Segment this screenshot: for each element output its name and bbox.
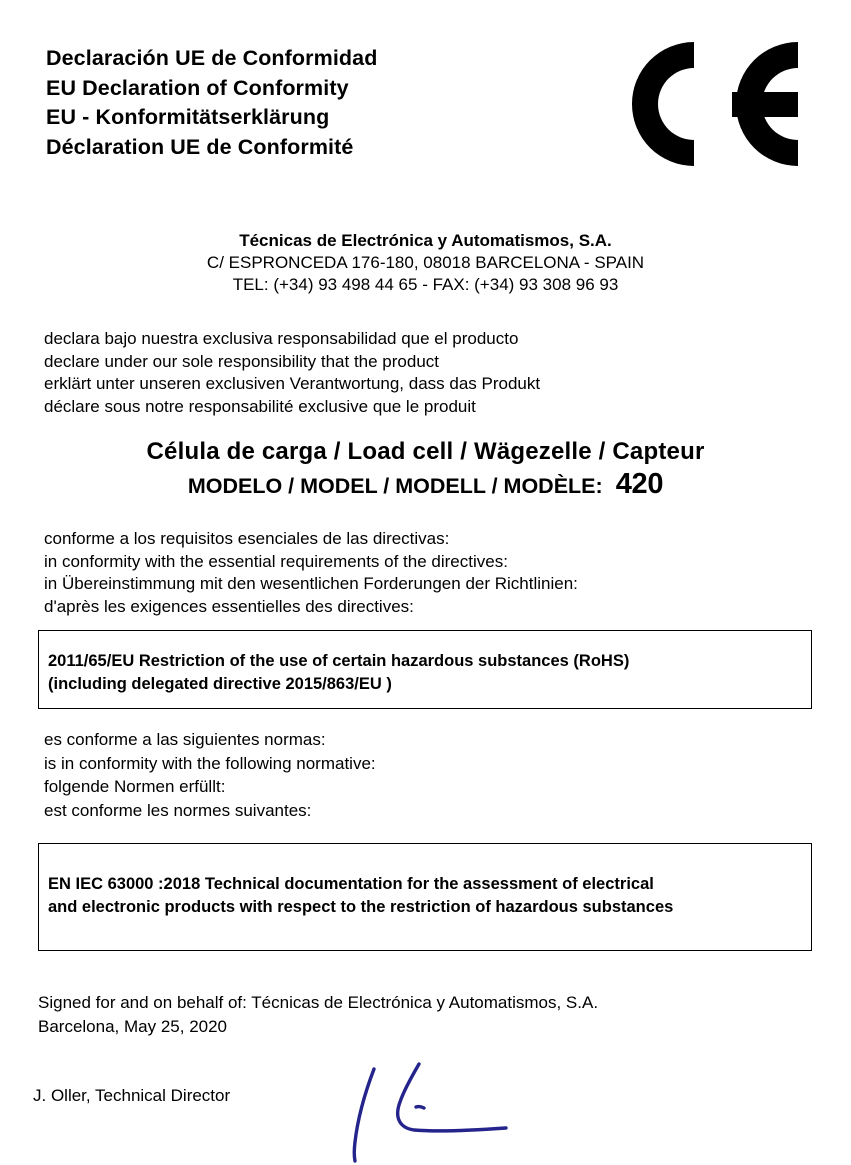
declaration-line-fr: déclare sous notre responsabilité exclusive que le produit — [44, 396, 476, 416]
company-address: C/ ESPRONCEDA 176-180, 08018 BARCELONA - SPAIN — [206, 253, 645, 272]
place-and-date: Barcelona, May 25, 2020 — [38, 1016, 228, 1036]
product-identification — [0, 437, 851, 501]
standard-line-2: and electronic products with respect to the restriction of hazardous substances — [48, 897, 674, 916]
directive-line-2: (including delegated directive 2015/863/EU ) — [48, 674, 392, 693]
handwritten-signature — [330, 1060, 520, 1165]
normative-intro-line-en: is in conformity with the following normative: — [44, 753, 376, 773]
directive-line-1: 2011/65/EU Restriction of the use of certain hazardous substances (RoHS) — [48, 652, 630, 670]
document-header — [0, 0, 851, 200]
declaration-statement — [44, 328, 824, 418]
page-title — [46, 44, 566, 162]
signature-block — [38, 991, 818, 1038]
directives-intro-line-en: in conformity with the essential requirements of the directives: — [44, 551, 508, 571]
company-name: Técnicas de Electrónica y Automatismos, S.A. — [239, 231, 612, 250]
title-line-en: EU Declaration of Conformity — [46, 75, 349, 100]
directives-intro-line-fr: d'après les exigences essentielles des directives: — [44, 596, 414, 616]
directives-intro-line-es: conforme a los requisitos esenciales de las directivas: — [44, 529, 450, 548]
product-name: Célula de carga / Load cell / Wägezelle / Capteur — [146, 438, 705, 465]
ce-marking-icon — [606, 34, 806, 174]
normative-intro-line-es: es conforme a las siguientes normas: — [44, 730, 326, 749]
product-model-label: MODELO / MODEL / MODELL / MODÈLE: — [187, 474, 603, 498]
title-line-de: EU - Konformitätserklärung — [46, 105, 330, 129]
standard-line-1: EN IEC 63000 :2018 Technical documentation for the assessment of electrical — [48, 875, 654, 893]
directives-intro-line-de: in Übereinstimmung mit den wesentlichen Forderungen der Richtlinien: — [44, 574, 578, 593]
title-line-es: Declaración UE de Conformidad — [46, 46, 378, 70]
title-line-fr: Déclaration UE de Conformité — [46, 134, 354, 159]
directive-box — [38, 630, 812, 709]
declaration-line-en: declare under our sole responsibility that the product — [44, 351, 440, 371]
directive-box-content — [48, 650, 803, 695]
product-model-value: 420 — [615, 468, 664, 500]
normative-intro-line-fr: est conforme les normes suivantes: — [44, 800, 312, 820]
signer-name-and-title: J. Oller, Technical Director — [33, 1086, 231, 1105]
normative-intro — [44, 728, 824, 822]
company-details — [0, 230, 851, 296]
signed-for-line: Signed for and on behalf of: Técnicas de Electrónica y Automatismos, S.A. — [38, 993, 599, 1012]
product-model-row — [0, 470, 851, 501]
declaration-line-es: declara bajo nuestra exclusiva responsabilidad que el producto — [44, 329, 519, 348]
company-contact: TEL: (+34) 93 498 44 65 - FAX: (+34) 93 308 96 93 — [232, 275, 619, 294]
standard-box — [38, 843, 812, 951]
directives-intro — [44, 528, 824, 618]
normative-intro-line-de: folgende Normen erfüllt: — [44, 777, 226, 796]
standard-box-content — [48, 873, 803, 918]
declaration-line-de: erklärt unter unseren exclusiven Verantwortung, dass das Produkt — [44, 374, 541, 393]
